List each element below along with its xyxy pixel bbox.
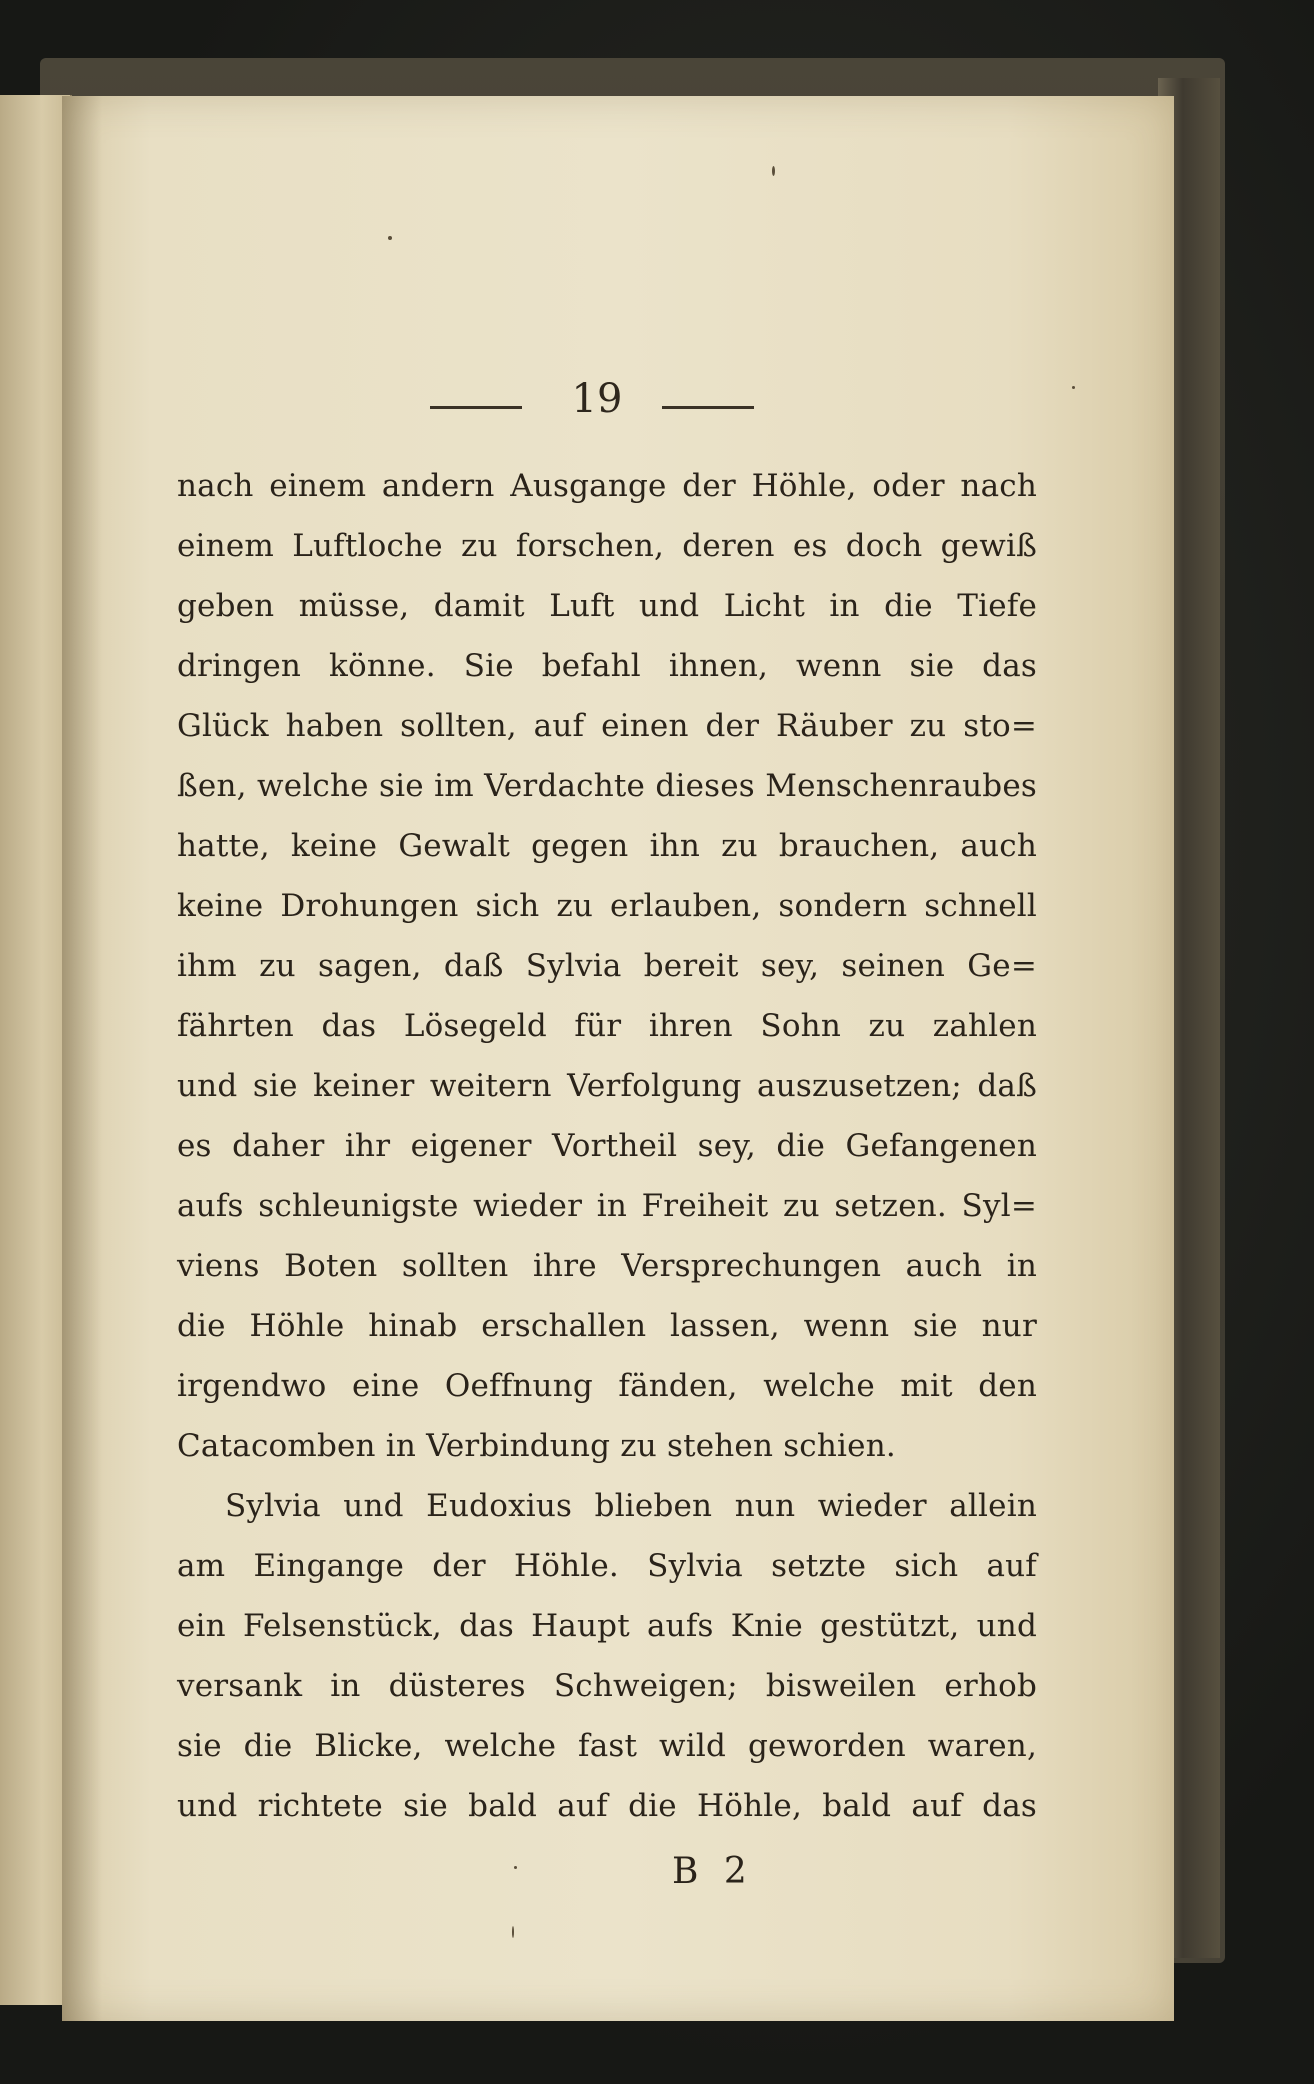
text-line: ein Felsenstück, das Haupt aufs Knie gestützt, und [177, 1608, 1037, 1644]
text-line: hatte, keine Gewalt gegen ihn zu brauchen, auch [177, 828, 1037, 864]
text-line: es daher ihr eigener Vortheil sey, die Gefangenen [177, 1128, 1037, 1164]
text-line: dringen könne. Sie befahl ihnen, wenn sie das [177, 648, 1037, 684]
paper-speck [1072, 386, 1075, 389]
book-page [62, 96, 1174, 2021]
page-footer [62, 1851, 1174, 1911]
page-number: 19 [571, 376, 623, 422]
text-line: am Eingange der Höhle. Sylvia setzte sich auf [177, 1548, 1037, 1584]
paper-speck [514, 1866, 517, 1869]
head-rule-right [662, 406, 754, 409]
paper-speck [512, 1926, 514, 1938]
body-text [177, 456, 1037, 1836]
text-line: und richtete sie bald auf die Höhle, bald auf das [177, 1788, 1037, 1824]
text-line: keine Drohungen sich zu erlauben, sondern schnell [177, 888, 1037, 924]
text-line: nach einem andern Ausgange der Höhle, oder nach [177, 468, 1037, 504]
text-line: sie die Blicke, welche fast wild geworden waren, [177, 1728, 1037, 1764]
paper-speck [388, 236, 392, 240]
text-line: Catacomben in Verbindung zu stehen schien. [177, 1428, 896, 1464]
text-line: geben müsse, damit Luft und Licht in die Tiefe [177, 588, 1037, 624]
text-line: einem Luftloche zu forschen, deren es doch gewiß [177, 528, 1037, 564]
text-line: ihm zu sagen, daß Sylvia bereit sey, seinen Ge= [177, 948, 1037, 984]
text-line: die Höhle hinab erschallen lassen, wenn sie nur [177, 1308, 1037, 1344]
text-line: Glück haben sollten, auf einen der Räuber zu sto= [177, 708, 1037, 744]
text-line: Sylvia und Eudoxius blieben nun wieder allein [225, 1488, 1037, 1524]
text-line: aufs schleunigste wieder in Freiheit zu setzen. Syl= [177, 1188, 1037, 1224]
text-line: ßen, welche sie im Verdachte dieses Menschenraubes [177, 768, 1037, 804]
signature-mark: B 2 [672, 1851, 747, 1892]
text-line: irgendwo eine Oeffnung fänden, welche mit den [177, 1368, 1037, 1404]
text-line: versank in düsteres Schweigen; bisweilen erhob [177, 1668, 1037, 1704]
head-rule-left [430, 406, 522, 409]
text-line: fährten das Lösegeld für ihren Sohn zu zahlen [177, 1008, 1037, 1044]
text-line: viens Boten sollten ihre Versprechungen auch in [177, 1248, 1037, 1284]
paper-speck [772, 166, 775, 176]
running-head [62, 376, 1174, 436]
text-line: und sie keiner weitern Verfolgung auszusetzen; daß [177, 1068, 1037, 1104]
